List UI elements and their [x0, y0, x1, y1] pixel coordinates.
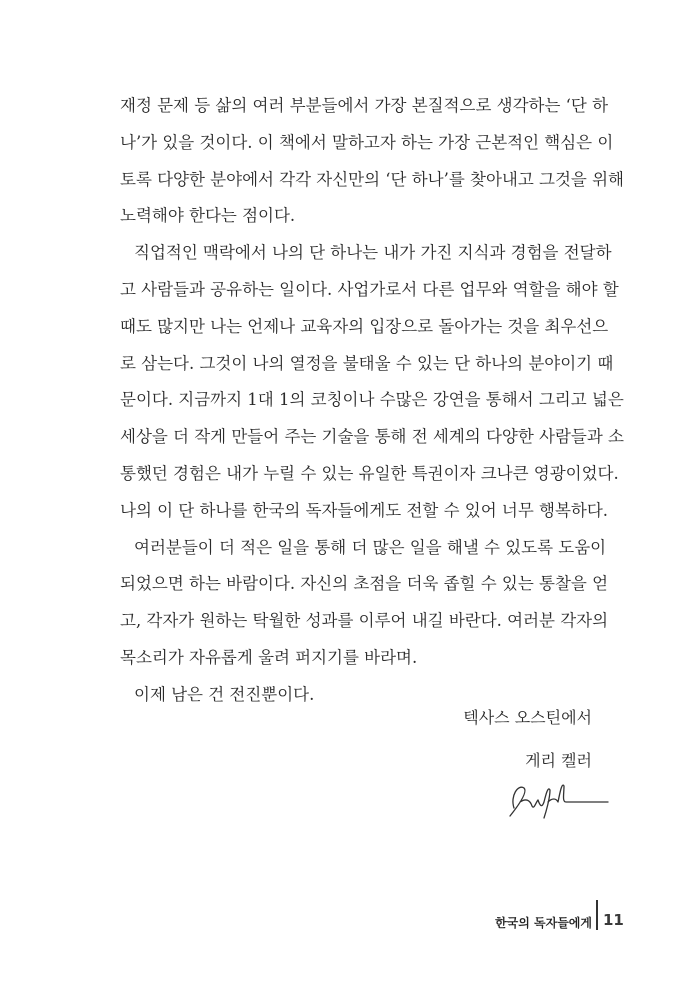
- author-signature: [500, 772, 610, 822]
- text-line: 때도 많지만 나는 언제나 교육자의 입장으로 돌아가는 것을 최우선으: [120, 316, 609, 336]
- text-line: 문이다. 지금까지 1대 1의 코칭이나 수많은 강연을 통해서 그리고 넓은: [120, 390, 624, 410]
- text-line: 고 사람들과 공유하는 일이다. 사업가로서 다른 업무와 역할을 해야 할: [120, 279, 619, 299]
- text-line: 로 삼는다. 그것이 나의 열정을 불태울 수 있는 단 하나의 분야이기 때: [120, 353, 614, 373]
- text-line: 이제 남은 건 전진뿐이다.: [134, 684, 315, 704]
- page-number: 11: [603, 911, 624, 929]
- text-line: 세상을 더 작게 만들어 주는 기술을 통해 전 세계의 다양한 사람들과 소: [120, 427, 624, 447]
- text-line: 고, 각자가 원하는 탁월한 성과를 이루어 내길 바란다. 여러분 각자의: [120, 611, 609, 631]
- text-line: 재정 문제 등 삶의 여러 부분들에서 가장 본질적으로 생각하는 ‘단 하: [120, 96, 609, 115]
- closing-place: 텍사스 오스틴에서: [463, 708, 592, 727]
- text-line: 토록 다양한 분야에서 각각 자신만의 ‘단 하나’를 찾아내고 그것을 위해: [120, 169, 624, 189]
- closing-author: 게리 켈러: [525, 751, 592, 770]
- body-text: [120, 88, 624, 714]
- text-line: 여러분들이 더 적은 일을 통해 더 많은 일을 해낼 수 있도록 도움이: [134, 537, 607, 557]
- text-line: 나의 이 단 하나를 한국의 독자들에게도 전할 수 있어 너무 행복하다.: [120, 500, 609, 520]
- text-line: 나’가 있을 것이다. 이 책에서 말하고자 하는 가장 근본적인 핵심은 이: [120, 132, 614, 152]
- footer-divider: [596, 900, 598, 930]
- text-line: 직업적인 맥락에서 나의 단 하나는 내가 가진 지식과 경험을 전달하: [134, 243, 612, 263]
- running-footer-title: 한국의 독자들에게: [495, 916, 592, 930]
- text-line: 목소리가 자유롭게 울려 퍼지기를 바라며.: [120, 647, 418, 667]
- text-line: 통했던 경험은 내가 누릴 수 있는 유일한 특권이자 크나큰 영광이었다.: [120, 463, 619, 483]
- text-line: 되었으면 하는 바람이다. 자신의 초점을 더욱 좁힐 수 있는 통찰을 얻: [120, 574, 609, 594]
- text-line: 노력해야 한다는 점이다.: [120, 206, 296, 226]
